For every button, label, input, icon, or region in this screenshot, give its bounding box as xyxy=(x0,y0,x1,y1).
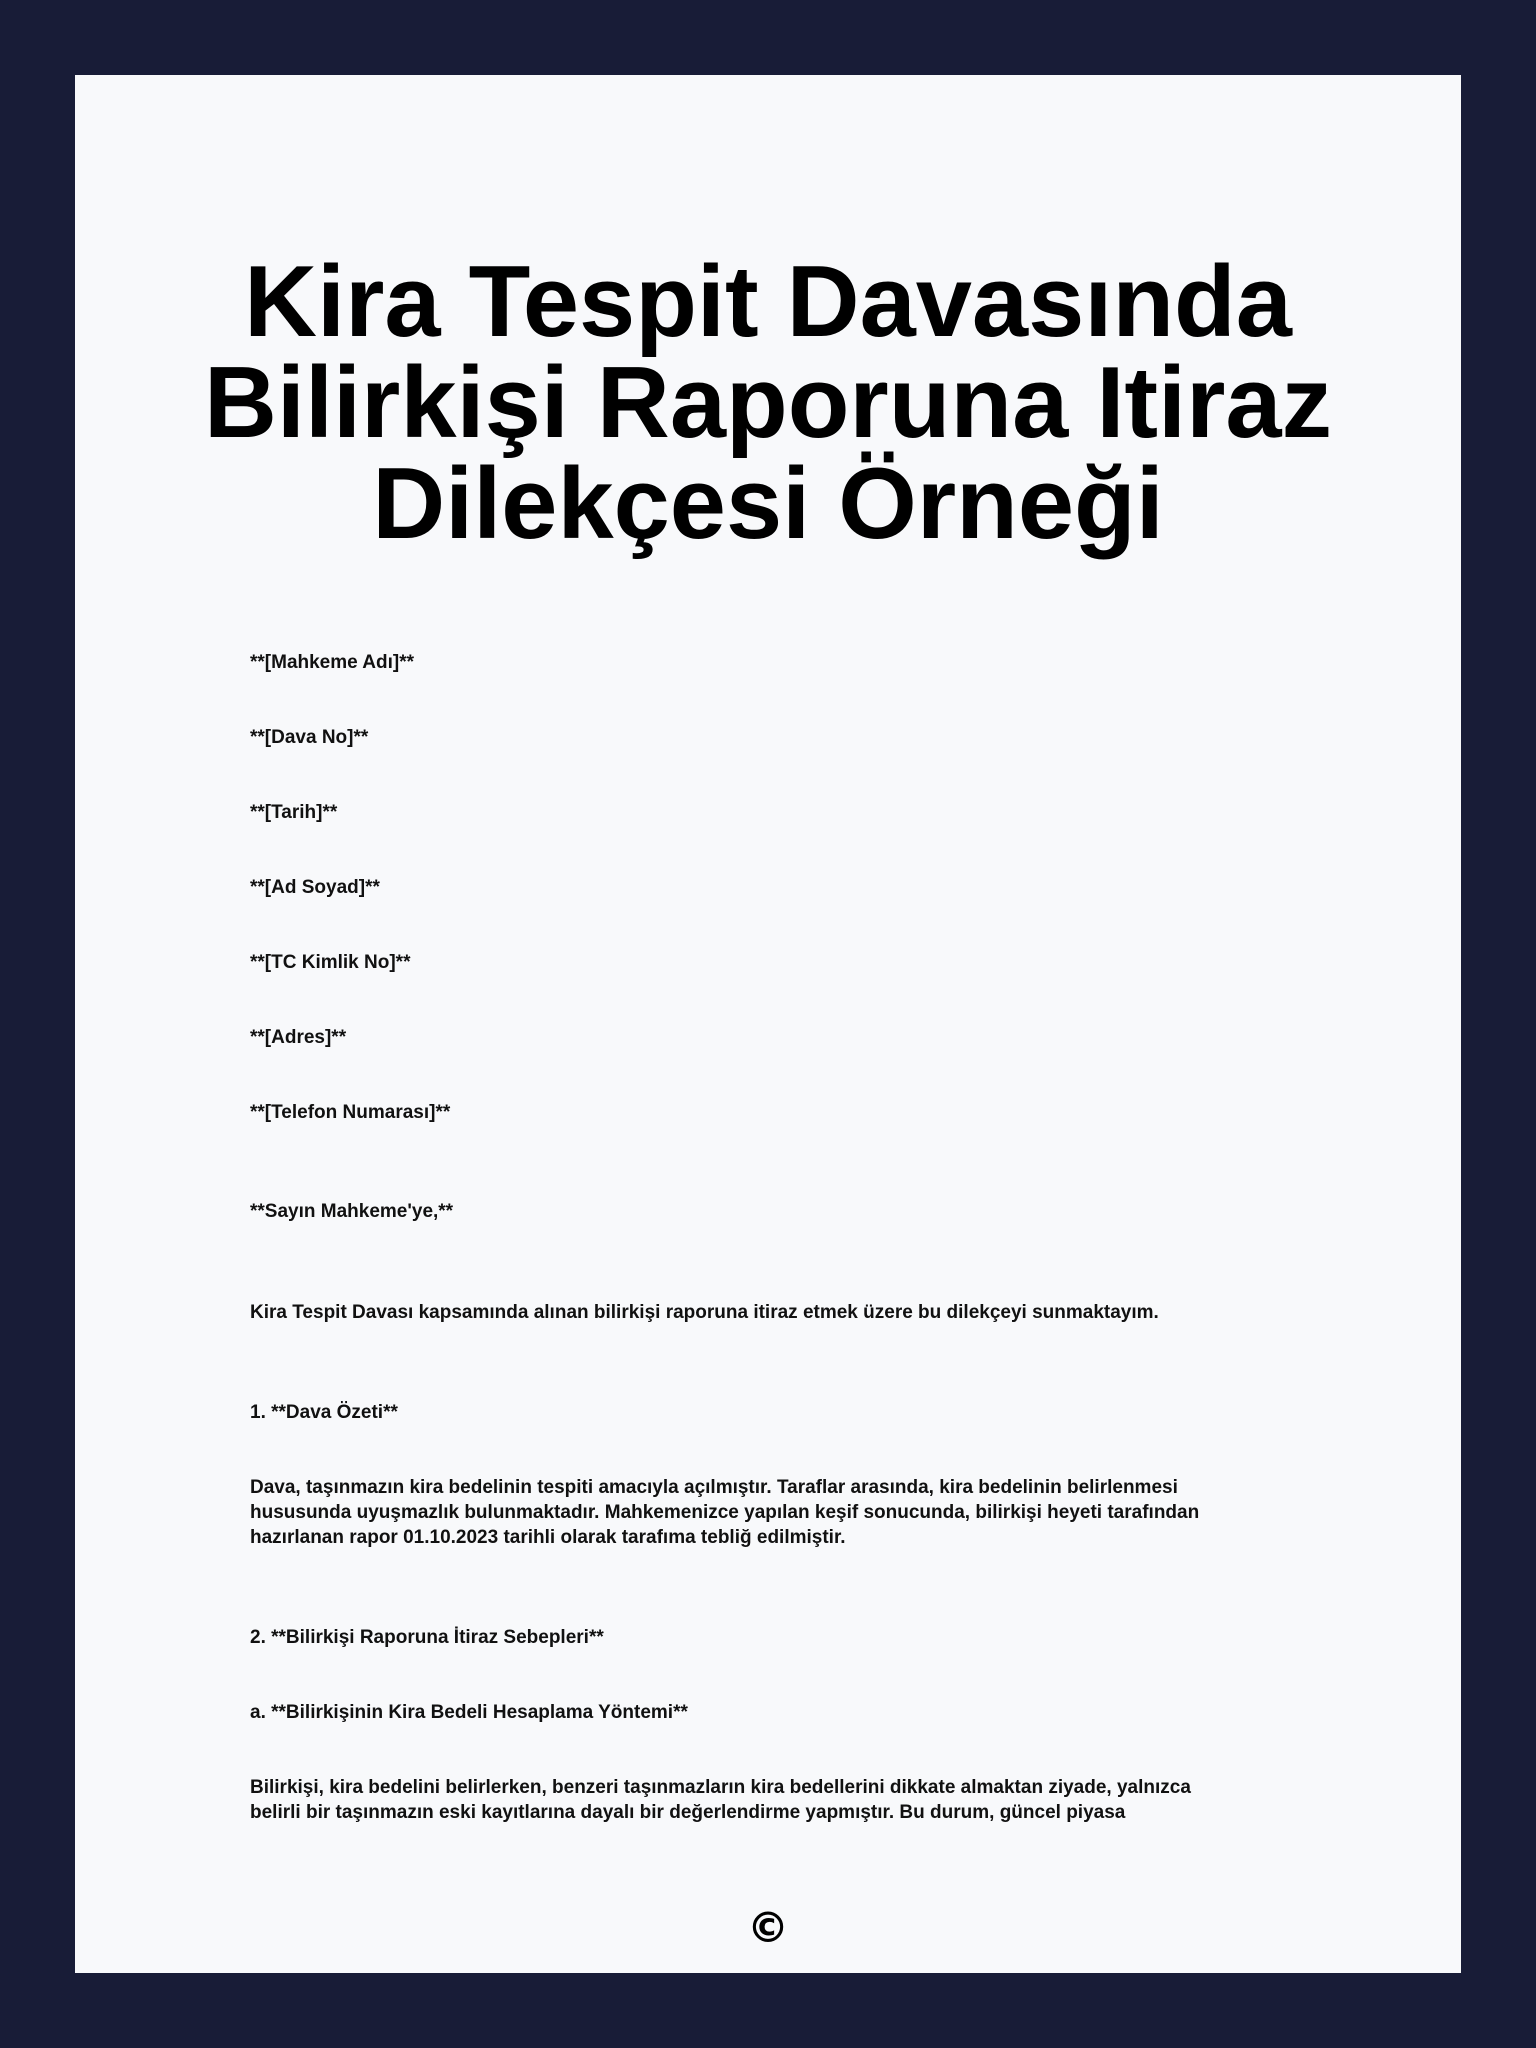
section-1-line: hazırlanan rapor 01.10.2023 tarihli olarak tarafıma tebliğ edilmiştir. xyxy=(250,1527,846,1548)
salutation: **Sayın Mahkeme'ye,** xyxy=(250,1201,454,1222)
section-2-heading: 2. **Bilirkişi Raporuna İtiraz Sebepleri** xyxy=(250,1627,604,1648)
id-number-field: **[TC Kimlik No]** xyxy=(250,952,411,973)
section-1-paragraph xyxy=(250,1475,1280,1550)
intro-paragraph: Kira Tespit Davası kapsamında alınan bilirkişi raporuna itiraz etmek üzere bu dilekçeyi sunmaktayım. xyxy=(250,1302,1159,1323)
address-field: **[Adres]** xyxy=(250,1027,347,1048)
section-2a-heading: a. **Bilirkişinin Kira Bedeli Hesaplama Yöntemi** xyxy=(250,1702,688,1723)
copyright-symbol: © xyxy=(747,1903,789,1952)
section-1-heading: 1. **Dava Özeti** xyxy=(250,1402,398,1423)
case-number-field: **[Dava No]** xyxy=(250,727,369,748)
section-2a-line: belirli bir taşınmazın eski kayıtlarına dayalı bir değerlendirme yapmıştır. Bu durum, güncel piyasa xyxy=(250,1802,1126,1823)
title-line-2: Bilirkişi Raporuna Itiraz xyxy=(203,347,1333,459)
title-line-3: Dilekçesi Örneği xyxy=(372,448,1164,560)
date-field: **[Tarih]** xyxy=(250,802,338,823)
name-field: **[Ad Soyad]** xyxy=(250,877,380,898)
document-title xyxy=(0,246,1536,560)
section-2a-line: Bilirkişi, kira bedelini belirlerken, benzeri taşınmazların kira bedellerini dikkate almaktan ziyade, yalnızca xyxy=(250,1777,1191,1798)
court-name-field: **[Mahkeme Adı]** xyxy=(250,652,415,673)
phone-field: **[Telefon Numarası]** xyxy=(250,1102,451,1123)
title-line-1: Kira Tespit Davasında xyxy=(244,246,1292,358)
section-2a-paragraph xyxy=(250,1775,1280,1825)
section-1-line: Dava, taşınmazın kira bedelinin tespiti amacıyla açılmıştır. Taraflar arasında, kira bedelinin belirlenmesi xyxy=(250,1477,1178,1498)
section-1-line: hususunda uyuşmazlık bulunmaktadır. Mahkemenizce yapılan keşif sonucunda, bilirkişi heyeti tarafından xyxy=(250,1502,1200,1523)
